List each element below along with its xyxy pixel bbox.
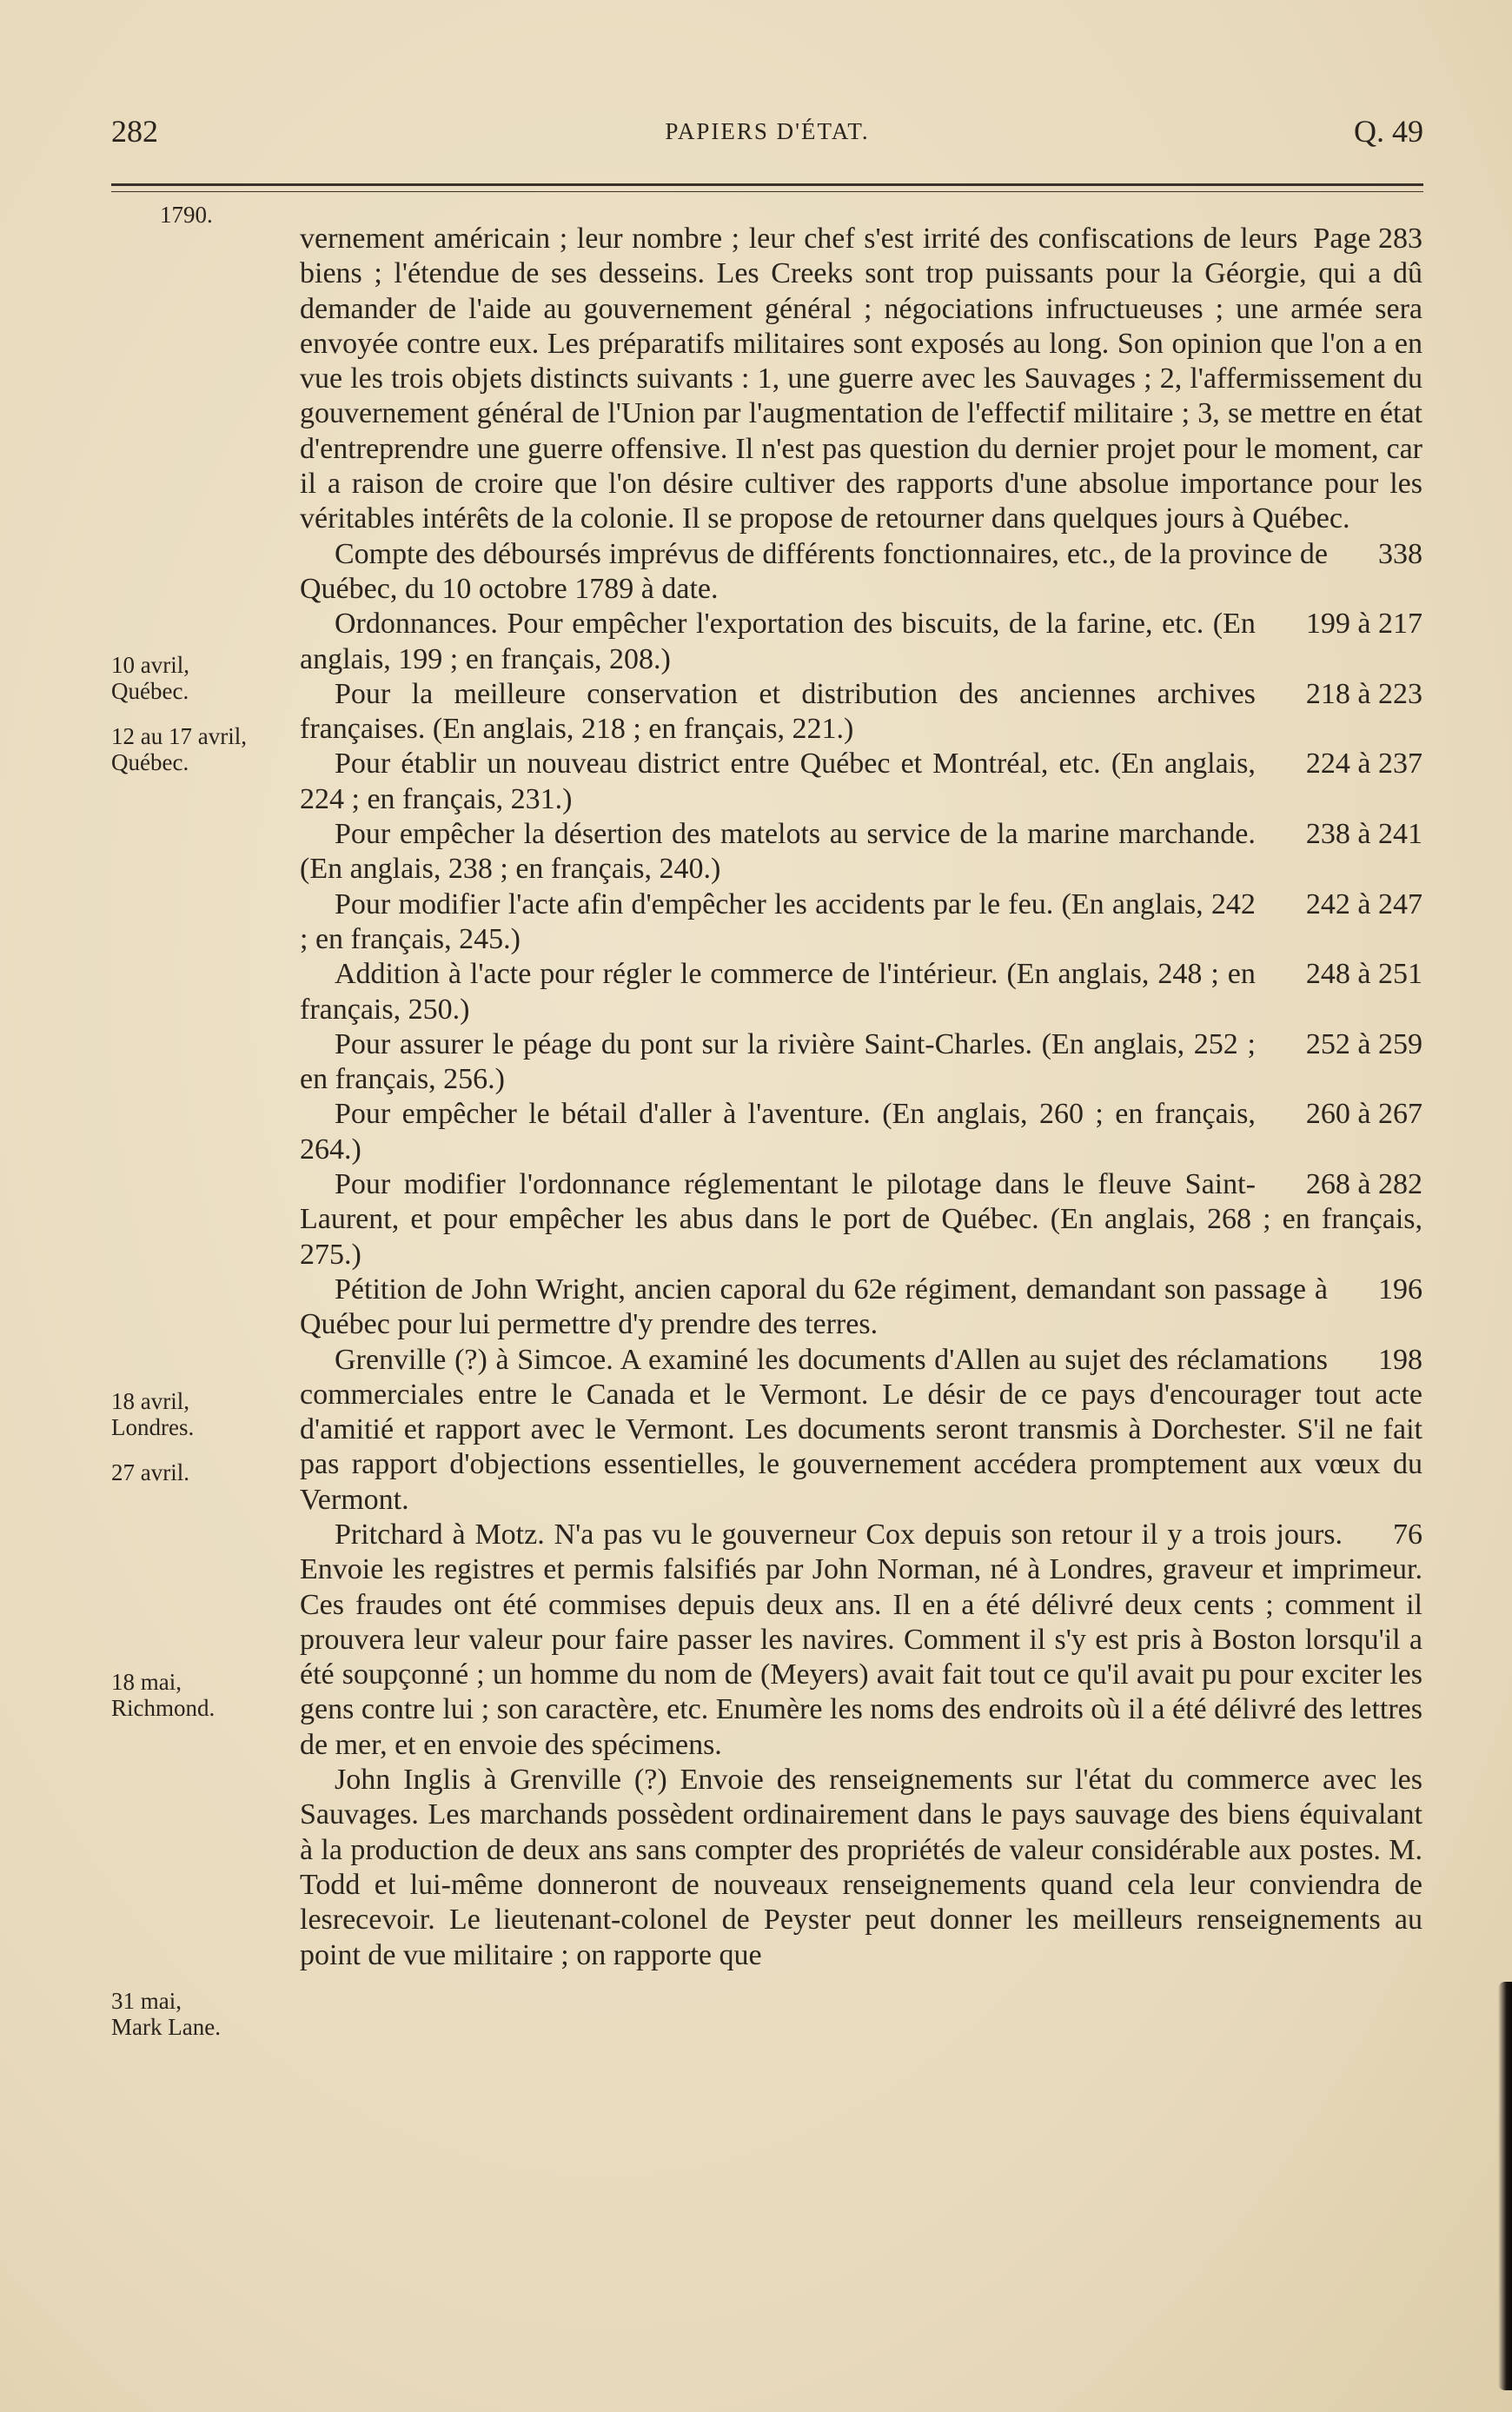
entry-paragraph [300, 222, 1422, 537]
running-title: PAPIERS D'ÉTAT. [665, 118, 870, 144]
margin-note-date [111, 1459, 189, 1485]
entry-text: Addition à l'acte pour régler le commerce de l'intérieur. (En anglais, 248 ; en français, 250.) [300, 958, 1256, 1026]
header-rule-thick [111, 183, 1423, 186]
entry-paragraph [300, 887, 1422, 958]
margin-note-line: 10 avril, [111, 652, 189, 678]
margin-note-date [111, 1988, 221, 2040]
header-rule-thin [111, 191, 1423, 192]
margin-note-place: Londres. [111, 1414, 195, 1440]
margin-note-date [111, 1669, 215, 1721]
entry-text: Pour la meilleure conservation et distribution des anciennes archives françaises. (En anglais, 218 ; en français, 221.) [300, 677, 1256, 746]
page-reference: Page 283 [1313, 223, 1422, 255]
page-reference: 218 à 223 [1305, 677, 1422, 710]
page-reference: 268 à 282 [1305, 1168, 1422, 1201]
margin-note-place: Richmond. [111, 1695, 216, 1721]
margin-note-date [111, 652, 189, 704]
entry-text: Pour modifier l'ordonnance réglementant le pilotage dans le fleuve Saint-Laurent, et pour empêcher les abus dans le port de Québec. (En anglais, 268 ; en français, 275.) [300, 1168, 1422, 1271]
entry-paragraph [300, 1518, 1422, 1763]
page-number: 282 [111, 114, 158, 149]
margin-note-date [111, 1388, 194, 1440]
entry-text: Compte des déboursés imprévus de différents fonctionnaires, etc., de la province de Québec, du 10 octobre 1789 à date. [300, 537, 1328, 605]
entry-text: Pour empêcher le bétail d'aller à l'aventure. (En anglais, 260 ; en français, 264.) [300, 1098, 1256, 1166]
page-reference: 242 à 247 [1305, 887, 1422, 920]
entry-paragraph [300, 607, 1422, 677]
binding-shadow [1498, 1982, 1512, 2390]
margin-year: 1790. [160, 202, 213, 228]
entry-paragraph [300, 677, 1422, 748]
entry-paragraph [300, 1343, 1422, 1518]
entry-paragraph [300, 537, 1422, 608]
entry-text: Pour établir un nouveau district entre Québec et Montréal, etc. (En anglais, 224 ; en français, 231.) [300, 748, 1256, 815]
page-reference: 238 à 241 [1305, 818, 1422, 851]
page-reference: 260 à 267 [1305, 1098, 1422, 1131]
series-reference: Q. 49 [1354, 114, 1423, 149]
page-reference: 338 [1378, 537, 1422, 570]
entry-text: John Inglis à Grenville (?) Envoie des renseignements sur l'état du commerce avec les Sauvages. Les marchands possèdent ordinairement dans le pays sauvage des biens équivalant à la production de deux ans sans compter des propriétés de valeur considérable aux postes. M. Todd et lui-même donneront de nouveaux renseignements quand cela leur conviendra de lesrecevoir. Le lieutenant-colonel de Peyster peut donner les meilleurs renseignements au point de vue militaire ; on rapporte que [300, 1764, 1422, 1971]
page-reference: 224 à 237 [1305, 748, 1422, 781]
page-header [111, 113, 1423, 156]
entry-paragraph [300, 1097, 1422, 1167]
page-reference: 196 [1378, 1272, 1422, 1306]
entry-text: Pour modifier l'acte afin d'empêcher les accidents par le feu. (En anglais, 242 ; en français, 245.) [300, 887, 1256, 955]
page-reference: 252 à 259 [1305, 1027, 1422, 1060]
entry-text: Grenville (?) à Simcoe. A examiné les documents d'Allen au sujet des réclamations commerciales entre le Canada et le Vermont. Le désir de ce pays d'encourager tout acte d'amitié et rapport avec le Vermont. Les documents seront transmis à Dorchester. S'il ne fait pas rapport d'objections essentielles, le gouvernement accédera promptement aux vœux du Vermont. [300, 1343, 1422, 1516]
entry-paragraph [300, 1272, 1422, 1343]
margin-note-place: Québec. [111, 678, 189, 704]
entry-paragraph [300, 1167, 1422, 1272]
margin-note-line: 27 avril. [111, 1459, 189, 1485]
margin-note-date [111, 723, 247, 775]
body-text [300, 222, 1422, 1973]
margin-note-line: 31 mai, [111, 1988, 182, 2014]
entry-paragraph [300, 957, 1422, 1027]
entry-paragraph [300, 817, 1422, 887]
entry-text: Ordonnances. Pour empêcher l'exportation des biscuits, de la farine, etc. (En anglais, 199 ; en français, 208.) [300, 608, 1256, 675]
page-reference: 198 [1378, 1343, 1422, 1376]
entry-text: Pour empêcher la désertion des matelots au service de la marine marchande. (En anglais, 238 ; en français, 240.) [300, 818, 1256, 886]
entry-text: Pétition de John Wright, ancien caporal du 62e régiment, demandant son passage à Québec pour lui permettre d'y prendre des terres. [300, 1272, 1328, 1341]
entry-paragraph [300, 1027, 1422, 1098]
margin-note-line: 12 au 17 avril, [111, 723, 247, 749]
page-reference: 199 à 217 [1305, 608, 1422, 641]
entry-text: Pour assurer le péage du pont sur la rivière Saint-Charles. (En anglais, 252 ; en français, 256.) [300, 1027, 1256, 1096]
entry-paragraph [300, 1763, 1422, 1973]
margin-note-line: 18 avril, [111, 1388, 189, 1414]
entry-text: Pritchard à Motz. N'a pas vu le gouverneur Cox depuis son retour il y a trois jours. Envoie les registres et permis falsifiés par John Norman, né à Londres, graveur et imprimeur. Ces fraudes ont été commises depuis deux ans. Il en a été délivré deux cents ; comment il prouvera leur valeur pour faire passer les navires. Comment il s'y est pris à Boston lorsqu'il a été soupçonné ; un homme du nom de (Meyers) avait fait tout ce qu'il avait pu pour exciter les gens contre lui ; son caractère, etc. Enumère les noms des endroits où il a été délivré des lettres de mer, et en envoie des spécimens. [300, 1518, 1422, 1761]
entry-text: vernement américain ; leur nombre ; leur chef s'est irrité des confiscations de leurs biens ; l'étendue de ses desseins. Les Creeks sont trop puissants pour la Géorgie, qui a dû demander de l'aide au gouvernement général ; négociations infructueuses ; une armée sera envoyée contre eux. Les préparatifs militaires sont exposés au long. Son opinion que l'on a en vue les trois objets distincts suivants : 1, une guerre avec les Sauvages ; 2, l'affermissement du gouvernement général de l'Union par l'augmentation de l'effectif militaire ; 3, se mettre en état d'entreprendre une guerre offensive. Il n'est pas question du dernier projet pour le moment, car il a raison de croire que l'on désire cultiver des rapports d'une absolue importance pour les véritables intérêts de la colonie. Il se propose de retourner dans quelques jours à Québec. [300, 223, 1422, 535]
entry-paragraph [300, 747, 1422, 817]
margin-note-place: Québec. [111, 749, 189, 775]
margin-note-place: Mark Lane. [111, 2014, 221, 2040]
page-reference: 76 [1393, 1518, 1422, 1551]
page-reference: 248 à 251 [1305, 958, 1422, 991]
margin-note-line: 18 mai, [111, 1669, 182, 1695]
